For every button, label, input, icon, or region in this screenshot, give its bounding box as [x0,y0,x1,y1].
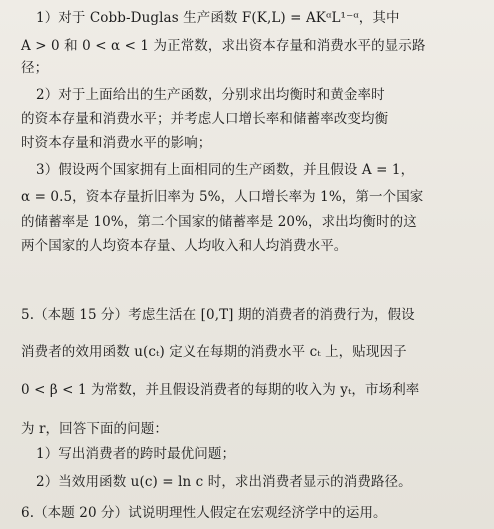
question-5-heading: 5.（本题 15 分）考虑生活在 [0,T] 期的消费者的消费行为，假设 [21,307,415,323]
text-line: 1）对于 Cobb-Duglas 生产函数 F(K,L) = AKᵅL¹⁻ᵅ，其中 [36,10,400,26]
text-line: 两个国家的人均资本存量、人均收入和人均消费水平。 [21,238,348,254]
text-line: 为 r，回答下面的问题： [21,421,168,437]
text-line: 消费者的效用函数 u(cₜ) 定义在每期的消费水平 cₜ 上，贴现因子 [21,344,407,360]
text-line: 2）对于上面给出的生产函数，分别求出均衡时和黄金率时 [36,87,385,103]
text-line: 时资本存量和消费水平的影响； [21,135,212,151]
text-line: 2）当效用函数 u(c) = ln c 时，求出消费者显示的消费路径。 [36,474,412,490]
text-line: α = 0.5，资本存量折旧率为 5%，人口增长率为 1%，第一个国家 [21,189,424,205]
text-line: 0 < β < 1 为常数，并且假设消费者的每期的收入为 yₜ，市场利率 [21,382,420,398]
text-line: A > 0 和 0 < α < 1 为正常数，求出资本存量和消费水平的显示路 [21,38,426,54]
text-line: 的资本存量和消费水平；并考虑人口增长率和储蓄率改变均衡 [21,111,389,127]
question-6-heading: 6.（本题 20 分）试说明理性人假定在宏观经济学中的运用。 [21,505,387,521]
text-line: 的储蓄率是 10%，第二个国家的储蓄率是 20%，求出均衡时的这 [21,214,417,230]
text-line: 3）假设两个国家拥有上面相同的生产函数，并且假设 A = 1， [36,162,415,178]
text-line: 1）写出消费者的跨时最优问题； [36,446,236,462]
text-line: 径； [21,60,49,76]
